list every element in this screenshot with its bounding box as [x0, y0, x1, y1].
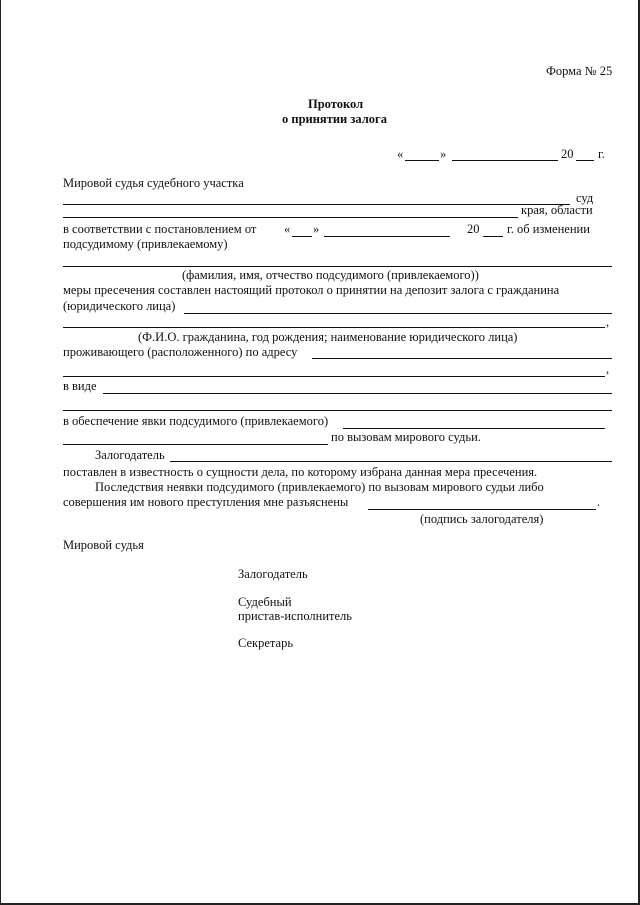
date-open-quote: « — [397, 147, 404, 161]
citizen-comma: , — [606, 315, 610, 329]
title-line-2: о принятии залога — [282, 112, 387, 126]
resolution-prefix: в соответствии с постановлением от — [63, 222, 257, 236]
justice-court-section: Мировой судья судебного участка — [63, 176, 244, 190]
summons-blank — [63, 444, 328, 445]
signature-pledger: Залогодатель — [238, 567, 308, 581]
court-word: суд — [576, 191, 594, 205]
resolution-day-blank — [292, 236, 312, 237]
citizen-name-blank-1 — [184, 313, 612, 314]
resolution-close-quote: » — [313, 222, 320, 236]
in-form-label: в виде — [63, 379, 97, 393]
in-form-blank-2 — [63, 410, 612, 411]
informed-line: поставлен в известность о сущности дела, по которому избрана данная мера пресечения. — [63, 465, 538, 479]
legal-entity-label: (юридического лица) — [63, 299, 176, 313]
defendant-name-blank — [63, 266, 612, 267]
scan-left-edge — [0, 0, 1, 905]
signature-bailiff-line-2: пристав-исполнитель — [238, 609, 352, 623]
residing-label: проживающего (расположенного) по адресу — [63, 345, 298, 359]
date-year-suffix: г. — [598, 147, 605, 161]
date-day-blank — [405, 160, 439, 161]
date-month-blank — [452, 160, 558, 161]
defendant-caption: (фамилия, имя, отчество подсудимого (привлекаемого)) — [182, 268, 479, 282]
measure-line: меры пресечения составлен настоящий протокол о принятии на депозит залога с гражданина — [63, 283, 560, 297]
citizen-caption: (Ф.И.О. гражданина, год рождения; наименование юридического лица) — [138, 330, 518, 344]
signature-bailiff-line-1: Судебный — [238, 595, 292, 609]
address-blank-1 — [312, 358, 612, 359]
defendant-line: подсудимому (привлекаемому) — [63, 237, 228, 251]
address-blank-2 — [63, 376, 605, 377]
territory-blank — [63, 217, 518, 218]
court-name-blank — [63, 204, 570, 205]
pledger-label: Залогодатель — [95, 448, 165, 462]
resolution-year-blank — [483, 236, 503, 237]
title-line-1: Протокол — [308, 97, 364, 111]
ensure-appearance-label: в обеспечение явки подсудимого (привлекаемого) — [63, 414, 329, 428]
address-comma: , — [606, 362, 610, 376]
consequences-period: . — [597, 495, 601, 509]
form-number: Форма № 25 — [546, 64, 613, 78]
pledger-signature-caption: (подпись залогодателя) — [420, 512, 544, 526]
date-year-blank — [576, 160, 594, 161]
date-close-quote: » — [440, 147, 447, 161]
citizen-name-blank-2 — [63, 327, 605, 328]
resolution-year-prefix: 20 — [467, 222, 480, 236]
pledger-signature-blank — [368, 509, 596, 510]
pledger-name-blank — [170, 461, 612, 462]
resolution-month-blank — [324, 236, 450, 237]
date-year-prefix: 20 — [561, 147, 574, 161]
territory-word: края, области — [521, 203, 593, 217]
consequences-line-1: Последствия неявки подсудимого (привлекаемого) по вызовам мирового судьи либо — [95, 480, 544, 494]
in-form-blank-1 — [103, 393, 612, 394]
signature-justice: Мировой судья — [63, 538, 144, 552]
resolution-suffix: г. об изменении — [507, 222, 590, 236]
resolution-open-quote: « — [284, 222, 291, 236]
ensure-appearance-blank — [343, 428, 605, 429]
signature-secretary: Секретарь — [238, 636, 294, 650]
on-summons-label: по вызовам мирового судьи. — [331, 430, 481, 444]
consequences-line-2: совершения им нового преступления мне разъяснены — [63, 495, 349, 509]
